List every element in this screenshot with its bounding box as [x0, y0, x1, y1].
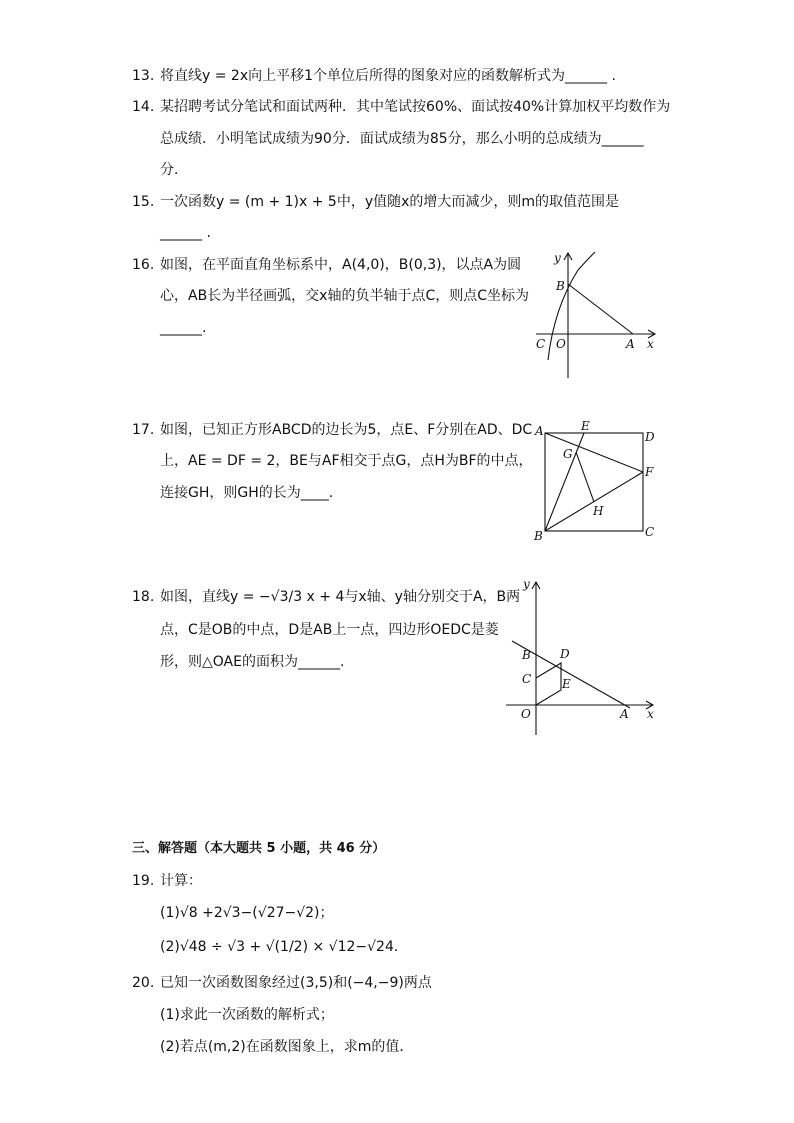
problem-17-number: 17.	[132, 422, 155, 438]
fig17-label: E	[581, 419, 590, 433]
problem-13-text: 将直线y = 2x向上平移1个单位后所得的图象对应的函数解析式为______ .	[160, 68, 616, 84]
problem-17-line3: 连接GH，则GH的长为____.	[160, 485, 334, 501]
fig16-label: B	[556, 279, 565, 293]
problem-15-line1: 一次函数y = (m + 1)x + 5中，y值随x的增大而减少，则m的取值范围是	[160, 194, 620, 210]
fig17-label: F	[645, 465, 654, 479]
fig17-label: H	[593, 504, 604, 518]
problem-15-line2: ______ .	[160, 225, 211, 241]
fig16-label: C	[536, 337, 546, 351]
problem-14-number: 14.	[132, 99, 155, 115]
fig17-label: C	[645, 525, 655, 539]
fig17-label: B	[534, 529, 543, 543]
fig16-label: y	[554, 251, 561, 265]
problem-15-number: 15.	[132, 194, 155, 210]
problem-20-item2: (2)若点(m,2)在函数图象上，求m的值．	[160, 1039, 414, 1055]
problem-20-intro: 已知一次函数图象经过(3,5)和(−4,−9)两点	[160, 975, 432, 991]
problem-13-number: 13.	[132, 68, 155, 84]
fig18-label: C	[522, 672, 532, 686]
fig18-label: O	[521, 707, 531, 721]
problem-16-line2: 心，AB长为半径画弧，交x轴的负半轴于点C，则点C坐标为	[160, 288, 530, 304]
problem-19-item2: (2)√48 ÷ √3 + √(1/2) × √12−√24.	[160, 939, 399, 955]
fig18-label: x	[647, 707, 654, 721]
problem-18-line2: 点，C是OB的中点，D是AB上一点，四边形OEDC是菱	[160, 622, 499, 638]
fig16-segment-ab	[568, 284, 633, 334]
fig16-label: x	[647, 337, 654, 351]
fig17-segment-gh	[576, 452, 594, 502]
fig17-label: A	[535, 424, 544, 438]
problem-18-line1: 如图，直线y = −√3/3 x + 4与x轴、y轴分别交于A，B两	[160, 589, 521, 605]
problem-14-line3: 分．	[160, 162, 188, 178]
problem-16-line3: ______.	[160, 320, 207, 336]
figure-18	[500, 575, 660, 740]
fig18-label: B	[522, 648, 531, 662]
problem-18-line3: 形，则△OAE的面积为______.	[160, 654, 345, 670]
fig17-label: D	[645, 430, 655, 444]
fig18-label: A	[620, 707, 629, 721]
figure-16	[532, 248, 662, 388]
fig18-rhombus	[536, 663, 561, 705]
problem-14-line1: 某招聘考试分笔试和面试两种．其中笔试按60%、面试按40%计算加权平均数作为	[160, 99, 671, 115]
problem-16-line1: 如图，在平面直角坐标系中，A(4,0)，B(0,3)，以点A为圆	[160, 257, 522, 273]
fig18-label: y	[523, 577, 530, 591]
fig18-label: E	[562, 677, 571, 691]
problem-19-number: 19.	[132, 873, 155, 889]
fig17-label: G	[563, 447, 573, 461]
problem-16-number: 16.	[132, 257, 155, 273]
fig16-label: O	[556, 337, 566, 351]
problem-14-line2: 总成绩．小明笔试成绩为90分．面试成绩为85分，那么小明的总成绩为______	[160, 131, 644, 147]
problem-20-item1: (1)求此一次函数的解析式；	[160, 1007, 334, 1023]
problem-20-number: 20.	[132, 975, 155, 991]
problem-17-line1: 如图，已知正方形ABCD的边长为5，点E、F分别在AD、DC	[160, 422, 533, 438]
section-3-title: 三、解答题（本大题共 5 小题，共 46 分）	[132, 841, 386, 856]
fig16-label: A	[626, 337, 635, 351]
problem-18-number: 18.	[132, 589, 155, 605]
fig18-label: D	[560, 647, 570, 661]
problem-19-item1: (1)√8 +2√3−(√27−√2)；	[160, 905, 334, 921]
fig17-segment-af	[545, 433, 643, 472]
problem-19-intro: 计算：	[160, 873, 202, 889]
problem-17-line2: 上，AE = DF = 2，BE与AF相交于点G，点H为BF的中点，	[160, 453, 533, 469]
figure-17	[532, 418, 662, 543]
